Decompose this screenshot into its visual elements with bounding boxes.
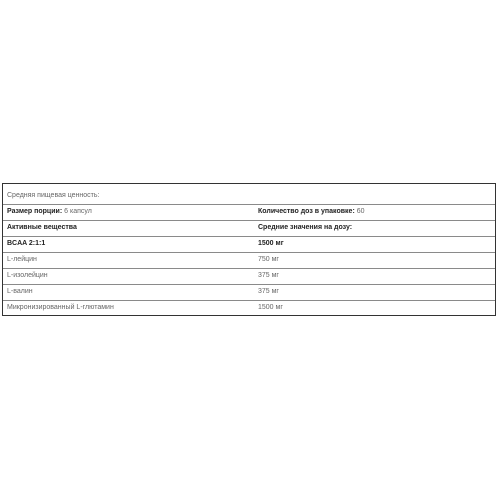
row-name: L-лейцин	[7, 256, 37, 263]
serving-label: Размер порции:	[7, 208, 63, 215]
row-value: 1500 мг	[258, 240, 284, 247]
row-value: 750 мг	[258, 256, 279, 263]
row-name: BCAA 2:1:1	[7, 240, 46, 247]
row-value: 375 мг	[258, 288, 279, 295]
row-value: 1500 мг	[258, 304, 283, 311]
row-name: L-валин	[7, 288, 33, 295]
table-row	[3, 284, 495, 301]
table-caption: Средняя пищевая ценность:	[7, 192, 100, 199]
serving-value: 6 капсул	[64, 208, 92, 215]
doses-value: 60	[356, 208, 365, 215]
doses-cell	[258, 204, 365, 220]
table-row	[3, 236, 495, 253]
table-row	[3, 252, 495, 269]
caption-row	[3, 188, 495, 205]
table-row	[3, 300, 495, 316]
row-name: L-изолейцин	[7, 272, 48, 279]
header-active-substances: Активные вещества	[7, 224, 77, 231]
header-average-values: Средние значения на дозу:	[258, 224, 353, 231]
nutrition-table	[2, 183, 496, 316]
serving-cell	[7, 204, 92, 220]
header-row	[3, 220, 495, 237]
doses-label: Количество доз в упаковке:	[258, 208, 355, 215]
serving-row	[3, 204, 495, 221]
row-name: Микронизированный L-глютамин	[7, 304, 114, 311]
row-value: 375 мг	[258, 272, 279, 279]
table-row	[3, 268, 495, 285]
